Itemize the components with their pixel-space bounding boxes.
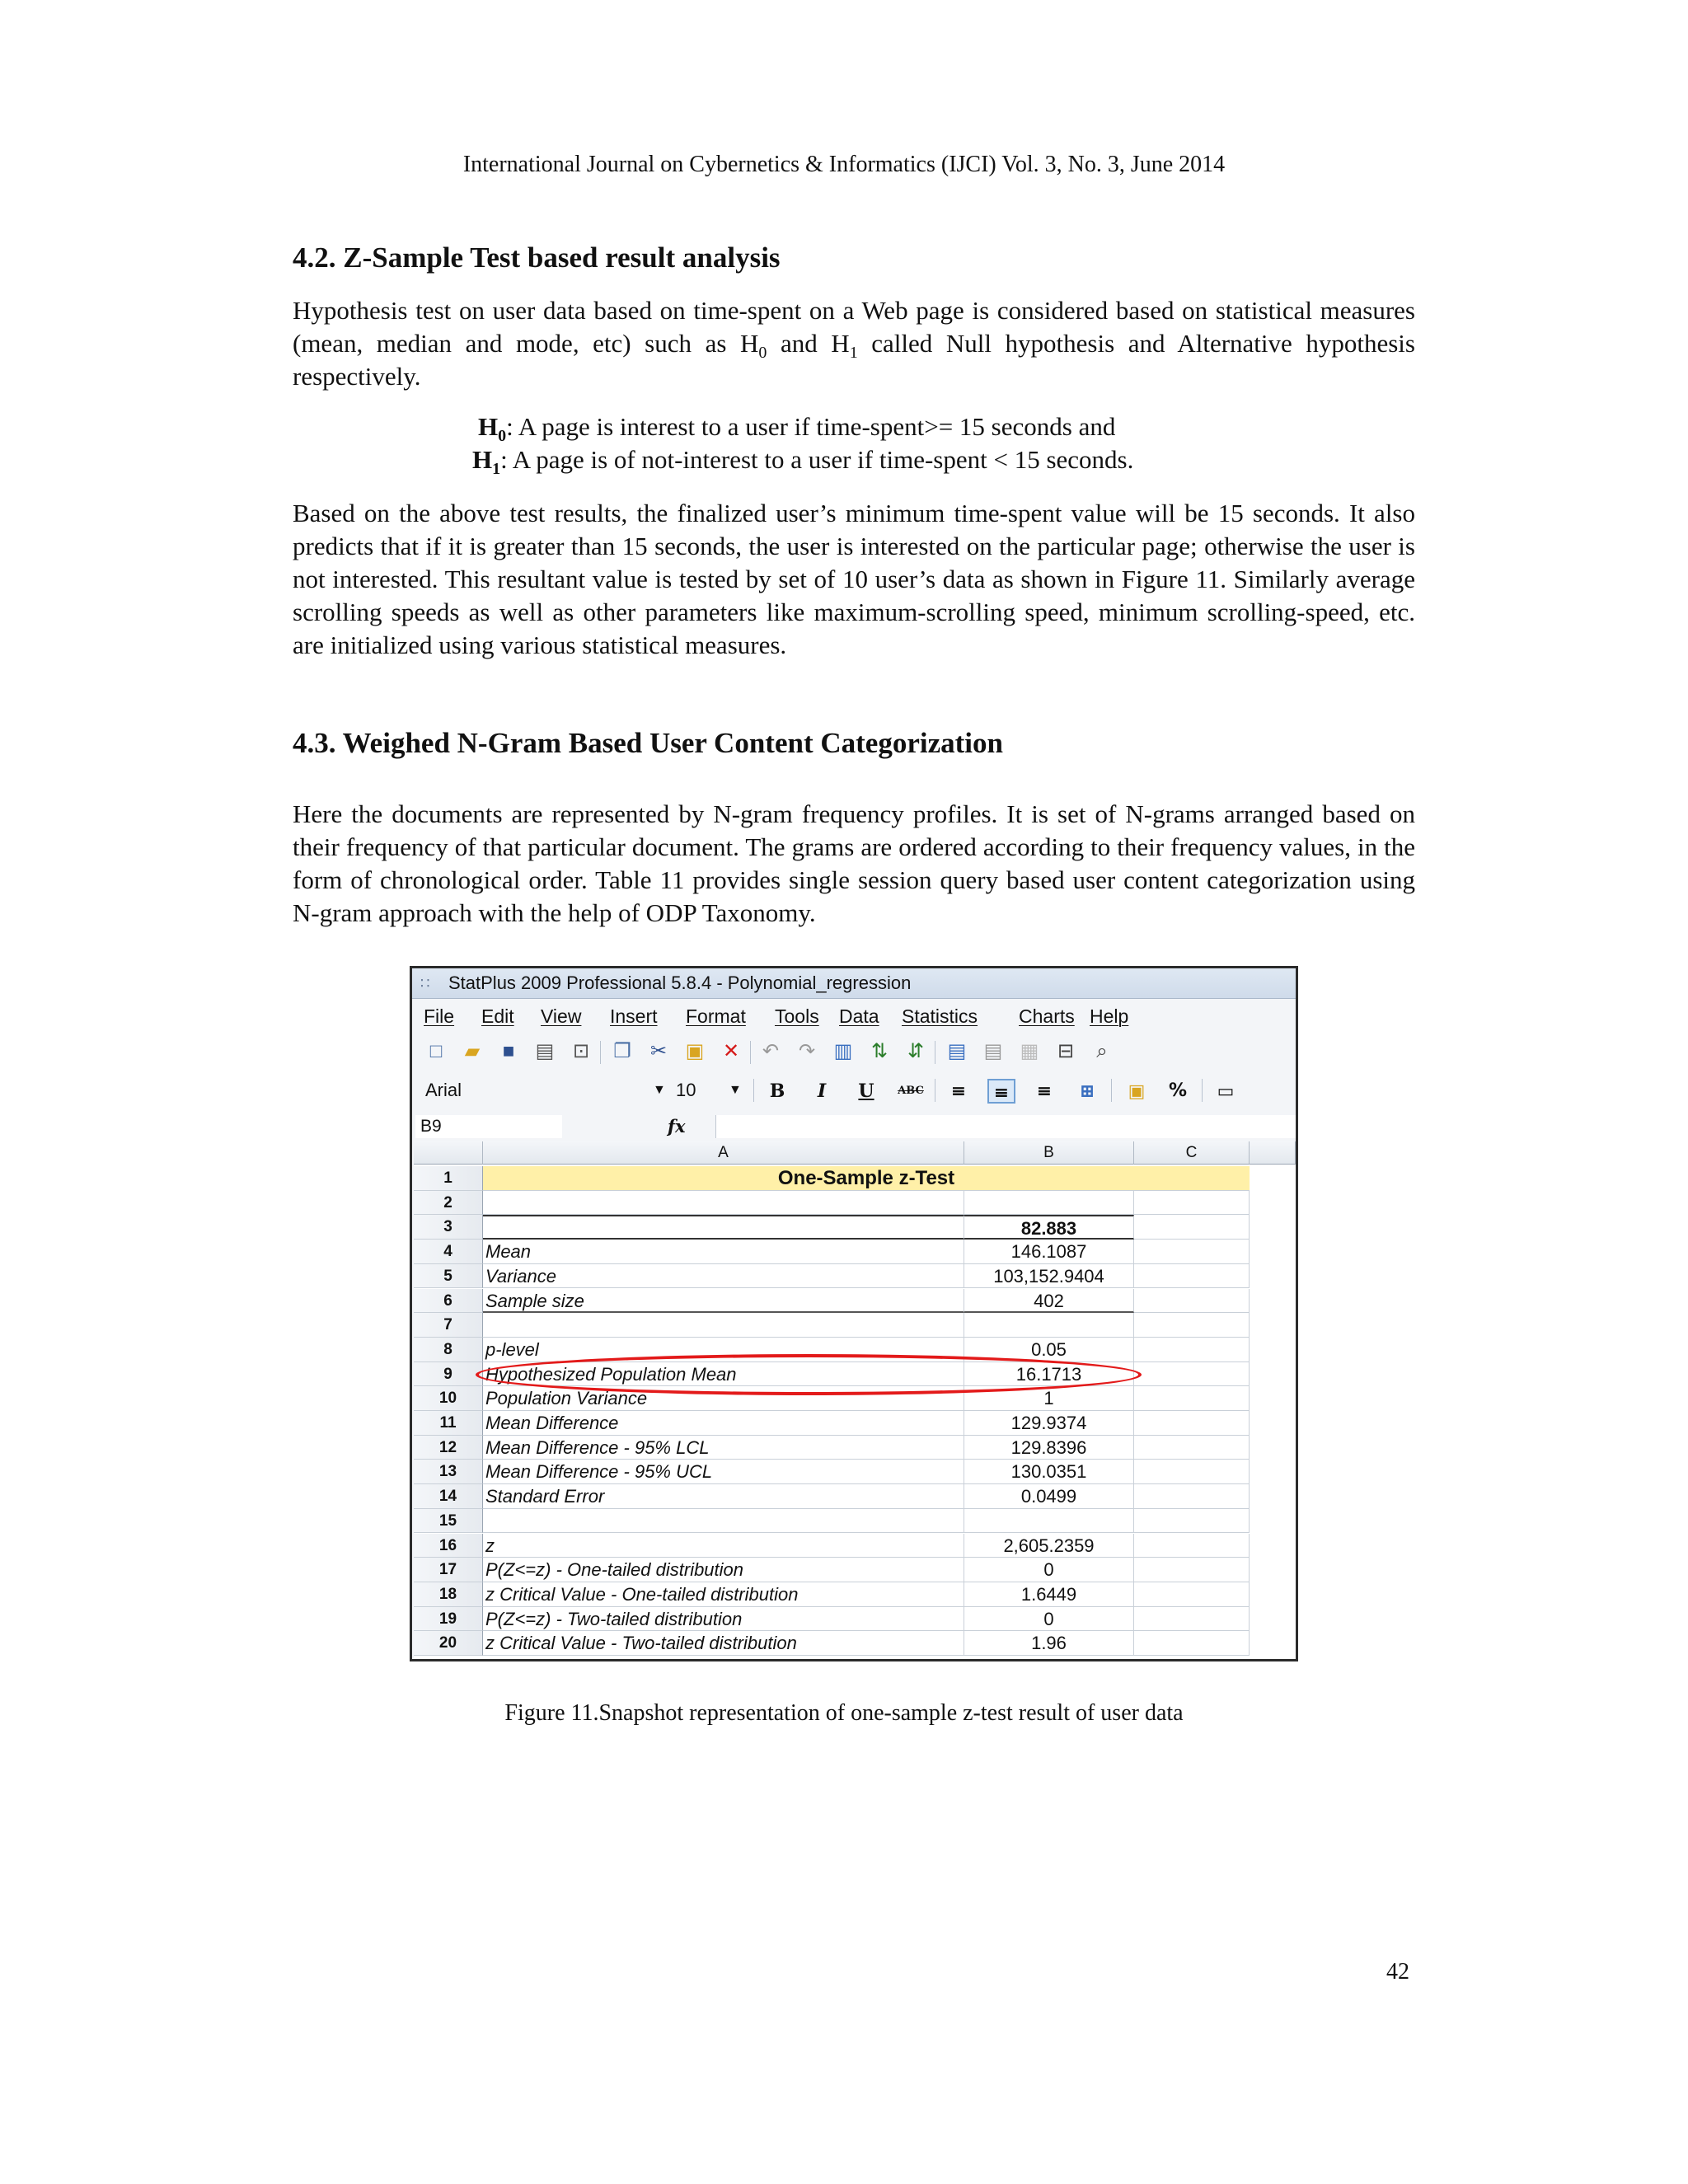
open-folder-icon[interactable]: ▰ <box>464 1040 481 1062</box>
row-header[interactable]: 19 <box>414 1607 483 1632</box>
cell-value[interactable]: 146.1087 <box>964 1240 1134 1264</box>
toolbar-separator <box>1111 1079 1112 1102</box>
menu-tools[interactable]: Tools <box>775 1005 819 1027</box>
function-icon[interactable]: fx <box>668 1116 686 1137</box>
menu-data[interactable]: Data <box>839 1005 879 1027</box>
cell-empty[interactable] <box>1134 1631 1250 1656</box>
row-header[interactable]: 8 <box>414 1338 483 1362</box>
chart-wizard-icon[interactable]: ▥ <box>833 1040 853 1062</box>
section-heading-4-2-text: 4.2. Z-Sample Test based result analysis <box>293 241 781 274</box>
figure-caption: Figure 11.Snapshot representation of one-sample z-test result of user data <box>504 1700 1184 1726</box>
row-header[interactable]: 14 <box>414 1484 483 1509</box>
sort-descending-icon[interactable]: ⇵ <box>907 1040 925 1062</box>
cell-value[interactable]: 1.96 <box>964 1631 1134 1656</box>
align-center-icon[interactable]: ≡ <box>987 1079 1015 1104</box>
para1-sub-1: 1 <box>849 344 858 363</box>
percent-icon[interactable]: % <box>1168 1080 1188 1101</box>
bold-icon[interactable]: B <box>769 1080 785 1102</box>
row-header[interactable]: 12 <box>414 1436 483 1460</box>
cell-label[interactable]: Variance <box>483 1264 964 1289</box>
cell-empty[interactable] <box>1134 1362 1250 1387</box>
cell-value[interactable]: 1.6449 <box>964 1582 1134 1607</box>
cut-icon[interactable]: ✂ <box>649 1040 668 1062</box>
column-header-a[interactable]: A <box>483 1141 964 1165</box>
row-header[interactable]: 20 <box>414 1631 483 1656</box>
menu-insert[interactable]: Insert <box>610 1005 658 1027</box>
italic-icon[interactable]: I <box>817 1080 827 1102</box>
cell-label[interactable]: P(Z<=z) - One-tailed distribution <box>483 1558 964 1582</box>
menu-charts[interactable]: Charts <box>1019 1005 1075 1027</box>
cell-value[interactable]: 0 <box>964 1607 1134 1632</box>
h0-label: H <box>478 412 499 441</box>
cell-empty[interactable] <box>1134 1436 1250 1460</box>
cell-reference-box[interactable]: B9 <box>415 1115 562 1138</box>
font-dropdown-icon[interactable]: ▼ <box>653 1083 666 1097</box>
toolbar-separator <box>1202 1079 1203 1102</box>
paragraph-test-results <box>293 497 1415 662</box>
row-header[interactable]: 16 <box>414 1534 483 1558</box>
cell-value[interactable]: 16.1713 <box>964 1362 1134 1387</box>
menu-edit[interactable]: Edit <box>481 1005 514 1027</box>
spreadsheet-grid <box>414 1141 1296 1661</box>
row-header[interactable]: 4 <box>414 1240 483 1264</box>
cell-label[interactable]: Mean <box>483 1240 964 1264</box>
cell-empty[interactable] <box>1134 1338 1250 1362</box>
print-preview-icon[interactable]: ⊡ <box>572 1040 590 1062</box>
cell-value[interactable]: 129.8396 <box>964 1436 1134 1460</box>
cell-label[interactable]: Population Variance <box>483 1386 964 1411</box>
save-icon[interactable]: ■ <box>502 1040 515 1062</box>
cell-empty[interactable] <box>1134 1582 1250 1607</box>
menu-format[interactable]: Format <box>686 1005 746 1027</box>
row-header[interactable]: 13 <box>414 1460 483 1484</box>
cell-empty[interactable] <box>1134 1313 1250 1338</box>
size-dropdown-icon[interactable]: ▼ <box>729 1083 742 1097</box>
cell-empty[interactable] <box>1134 1240 1250 1264</box>
column-header-c[interactable]: C <box>1134 1141 1250 1165</box>
toolbar-separator <box>753 1079 754 1102</box>
row-header[interactable]: 17 <box>414 1558 483 1582</box>
sort-ascending-icon[interactable]: ⇅ <box>870 1040 889 1062</box>
new-document-icon[interactable]: □ <box>429 1040 443 1062</box>
cell-label[interactable]: Hypothesized Population Mean <box>483 1362 964 1387</box>
cell-label[interactable]: z Critical Value - One-tailed distribution <box>483 1582 964 1607</box>
toolbar-separator <box>600 1041 601 1064</box>
menu-statistics[interactable]: Statistics <box>902 1005 978 1027</box>
cell-value[interactable]: 130.0351 <box>964 1460 1134 1484</box>
cell-value[interactable]: 129.9374 <box>964 1411 1134 1436</box>
cell-value[interactable]: 2,605.2359 <box>964 1534 1134 1558</box>
cell-empty[interactable] <box>1134 1558 1250 1582</box>
cell-label[interactable] <box>483 1509 964 1534</box>
h1-text: : A page is of not-interest to a user if time-spent < 15 seconds. <box>500 445 1134 474</box>
table-title-cell[interactable]: One-Sample z-Test <box>483 1166 1250 1191</box>
cell-label[interactable]: Mean Difference <box>483 1411 964 1436</box>
cell-empty[interactable] <box>1134 1411 1250 1436</box>
borders-icon[interactable]: ▭ <box>1217 1080 1235 1102</box>
hypothesis-h0 <box>478 410 1116 446</box>
cell-empty[interactable] <box>1134 1509 1250 1534</box>
toolbar-separator <box>750 1041 751 1064</box>
cell-empty[interactable] <box>1134 1191 1250 1216</box>
cell-value[interactable]: 0.05 <box>964 1338 1134 1362</box>
menu-view[interactable]: View <box>541 1005 582 1027</box>
cell-value[interactable] <box>964 1191 1134 1216</box>
copy-icon[interactable]: ❐ <box>613 1040 631 1062</box>
currency-icon[interactable]: ▣ <box>1128 1080 1146 1102</box>
insert-column-icon[interactable]: ▤ <box>983 1040 1003 1062</box>
row-header[interactable]: 5 <box>414 1264 483 1289</box>
find-icon[interactable]: ⌕ <box>1096 1040 1108 1062</box>
cell-label[interactable] <box>483 1191 964 1216</box>
cell-value[interactable]: 82.883 <box>964 1215 1134 1240</box>
section-heading-4-3-text: 4.3. Weighed N-Gram Based User Content Categorization <box>293 727 1003 759</box>
page-number: 42 <box>1386 1959 1409 1985</box>
h1-label: H <box>472 445 493 474</box>
strikethrough-icon[interactable]: ABC <box>898 1085 924 1097</box>
cell-value[interactable] <box>964 1509 1134 1534</box>
cell-label[interactable]: Standard Error <box>483 1484 964 1509</box>
row-header[interactable]: 6 <box>414 1289 483 1314</box>
row-header[interactable]: 7 <box>414 1313 483 1338</box>
cell-value[interactable] <box>964 1313 1134 1338</box>
cell-empty[interactable] <box>1134 1386 1250 1411</box>
paragraph-hypothesis-intro <box>293 294 1415 393</box>
paste-icon[interactable]: ▣ <box>685 1040 705 1062</box>
menu-bar <box>412 1001 1296 1031</box>
statplus-window-screenshot <box>410 966 1298 1661</box>
para1-part-a: Hypothesis test on user data based on time-spent on a Web page is considered based on statistical measures (mean, median and mode, etc) such as H <box>293 296 1415 358</box>
h0-text: : A page is interest to a user if time-spent>= 15 seconds and <box>506 412 1116 441</box>
section-heading-4-3 <box>293 727 1415 760</box>
delete-icon[interactable]: ✕ <box>722 1040 740 1062</box>
cell-empty[interactable] <box>1134 1534 1250 1558</box>
row-header[interactable]: 9 <box>414 1362 483 1387</box>
select-all-corner[interactable] <box>414 1141 483 1165</box>
cell-empty[interactable] <box>1134 1607 1250 1632</box>
cell-empty[interactable] <box>1134 1484 1250 1509</box>
window-titlebar <box>412 968 1296 999</box>
menu-file[interactable]: File <box>424 1005 455 1027</box>
para3-text: Here the documents are represented by N-gram frequency profiles. It is set of N-grams arranged based on their frequency of that particular document. The grams are ordered according to their frequency values, in the form of chronological order. Table 11 provides single session query based user content categorization using N-gram approach with the help of ODP Taxonomy. <box>293 799 1415 927</box>
cell-label[interactable]: z <box>483 1534 964 1558</box>
para1-part-b: and H <box>767 329 850 358</box>
row-header[interactable]: 1 <box>414 1166 483 1191</box>
column-header-b[interactable]: B <box>964 1141 1134 1165</box>
hypothesis-h1 <box>472 443 1134 479</box>
menu-help[interactable]: Help <box>1090 1005 1129 1027</box>
font-name-select[interactable]: Arial <box>425 1080 462 1100</box>
row-header[interactable]: 2 <box>414 1191 483 1216</box>
cell-label[interactable]: p-level <box>483 1338 964 1362</box>
format-toolbar <box>417 1072 1298 1108</box>
h0-sub: 0 <box>498 427 507 446</box>
cell-empty[interactable] <box>1134 1215 1250 1240</box>
lock-icon[interactable]: ⊟ <box>1057 1040 1075 1062</box>
cell-value[interactable]: 0 <box>964 1558 1134 1582</box>
cell-label[interactable] <box>483 1313 964 1338</box>
para2-text: Based on the above test results, the finalized user’s minimum time-spent value will be 15 seconds. It also predicts that if it is greater than 15 seconds, the user is interested on the particular page; otherwise the user is not interested. This resultant value is tested by set of 10 user’s data as shown in Figure 11. Similarly average scrolling speeds as well as other parameters like maximum-scrolling speed, minimum scrolling-speed, etc. are initialized using various statistical measures. <box>293 499 1415 659</box>
underline-icon[interactable]: U <box>858 1080 874 1102</box>
table-icon[interactable]: ▦ <box>1020 1040 1039 1062</box>
cell-value[interactable]: 402 <box>964 1289 1134 1314</box>
insert-row-icon[interactable]: ▤ <box>947 1040 967 1062</box>
row-header[interactable]: 15 <box>414 1509 483 1534</box>
cell-label[interactable]: Mean Difference - 95% LCL <box>483 1436 964 1460</box>
section-heading-4-2 <box>293 241 1415 274</box>
cell-value[interactable]: 1 <box>964 1386 1134 1411</box>
undo-icon[interactable]: ↶ <box>762 1040 780 1062</box>
h1-sub: 1 <box>492 460 501 479</box>
cell-value[interactable]: 0.0499 <box>964 1484 1134 1509</box>
formula-bar <box>412 1113 1296 1141</box>
print-icon[interactable]: ▤ <box>535 1040 555 1062</box>
cell-empty[interactable] <box>1134 1460 1250 1484</box>
row-header[interactable]: 10 <box>414 1386 483 1411</box>
standard-toolbar <box>417 1034 1298 1071</box>
font-size-select[interactable]: 10 <box>676 1080 696 1100</box>
window-title: StatPlus 2009 Professional 5.8.4 - Polynomial_regression <box>448 972 912 993</box>
column-header-blank <box>1250 1141 1296 1165</box>
paragraph-ngram <box>293 798 1415 930</box>
para1-sub-0: 0 <box>758 344 767 363</box>
formula-input[interactable] <box>715 1115 1296 1138</box>
cell-label[interactable]: Mean Difference - 95% UCL <box>483 1460 964 1484</box>
cell-label[interactable] <box>483 1215 964 1240</box>
running-header: International Journal on Cybernetics & Informatics (IJCI) Vol. 3, No. 3, June 2014 <box>462 152 1226 177</box>
row-header[interactable]: 18 <box>414 1582 483 1607</box>
row-header[interactable]: 11 <box>414 1411 483 1436</box>
cell-empty[interactable] <box>1134 1289 1250 1314</box>
redo-icon[interactable]: ↷ <box>798 1040 816 1062</box>
align-left-icon[interactable]: ≡ <box>950 1080 967 1102</box>
cell-label[interactable]: Sample size <box>483 1289 964 1314</box>
para1-part-c: called Null hypothesis and Alternative hypothesis respectively. <box>293 329 1415 391</box>
row-header[interactable]: 3 <box>414 1215 483 1240</box>
cell-empty[interactable] <box>1134 1264 1250 1289</box>
cell-label[interactable]: P(Z<=z) - Two-tailed distribution <box>483 1607 964 1632</box>
red-highlight-ellipse <box>476 1354 1142 1395</box>
cell-value[interactable]: 103,152.9404 <box>964 1264 1134 1289</box>
app-grip-icon: ∷ <box>420 975 430 991</box>
align-right-icon[interactable]: ≡ <box>1036 1080 1053 1102</box>
cell-label[interactable]: z Critical Value - Two-tailed distribution <box>483 1631 964 1656</box>
merge-cells-icon[interactable]: ⊞ <box>1079 1080 1095 1102</box>
